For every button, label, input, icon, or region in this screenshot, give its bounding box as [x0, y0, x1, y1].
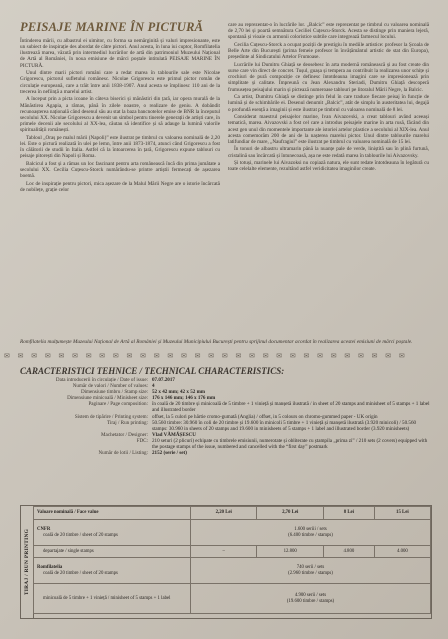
row-label: CNFR [37, 526, 51, 532]
table-cell [34, 520, 191, 546]
spec-value: 176 x 146 mm; 146 x 176 mm [152, 395, 216, 402]
spec-value: offset, la 5 culori pe hârtie cromo-gumată (Anglia) / offset, in 5 colours on chromo-gummed paper - UK origin [152, 413, 378, 420]
spec-value: 4 [152, 383, 155, 390]
article-paragraph: Lucrările lui Dumitru Ghiață se deosebesc în arta modernă românească și au fost create din surse care vin direct de concret. Tușul, guașa și tempera au contribuit la realizarea unor schițe și crochiuri de pură compoziție ce definesc întotdeauna imagini care se impresionează prin simplitate și calitate. Împreună cu Jean Alexandru Steriadi, Dumitru Ghiață descoperă frumusețea peisajului marin și pictează numeroase tablouri pe litoralul Mării Negre, la Balcic. [228, 61, 429, 93]
spec-row [20, 438, 430, 450]
technical-specs [20, 377, 430, 456]
row-sublabel: minicoală de 5 timbre + 1 viniețǎ / minisheet of 5 stamps + 1 label [34, 584, 191, 614]
table-row [34, 520, 431, 546]
article-paragraph: Balcicul a fost și a rămas un loc fascinant pentru arta românească încă din prima jumătate a secolului XX. Cecilia Cuțescu-Storck numărându-se printre artiștii fermecați de așezarea boemă. [20, 160, 220, 180]
stamp-edge-ornament: ✉ ✉ ✉ ✉ ✉ ✉ ✉ ✉ ✉ ✉ ✉ ✉ ✉ ✉ ✉ ✉ ✉ ✉ ✉ ✉ ✉ ✉ ✉ ✉ ✉ ✉ ✉ ✉ ✉ ✉ [4, 352, 408, 360]
side-label-text: TIRAJ / RUN PRINTING [24, 528, 30, 596]
table-cell: 4.800 [323, 546, 374, 558]
header-cell: 8 Lei [323, 507, 374, 520]
article-paragraph: care au reprezentat-o în lucrările lor. „Balcic” este reprezentat pe timbrul cu valoarea nominală de 2,70 lei și poartă semnătura Ceciliei Cuțescu-Storck. Acesta se distinge prin maniera lejeră, spontană și vioaie cu armonii coloristice subtile care integrează farmecul locului. [228, 22, 429, 41]
header-cell: Valoare nominală / Face value [34, 507, 191, 520]
print-run-table-box [20, 505, 432, 619]
article-paragraph: A început prin a picta icoane în câteva biserici și mănăstiri din țară, iar opera murală de la Mănăstirea Agapia, a rămas, până în zilele noastre, o realizare de geniu. A dobândit recunoașterea națională când desenul său au stat la baza bancnotelor emise de BNR la începutul secolului XX. Nicolae Grigorescu a devenit un simbol pentru tinerele generații de artiști care, în primele decenii ale secolului al XX-lea, căutau să identifice și să adauge la lumină valorile spiritualității românești. [20, 96, 220, 134]
table-cell [191, 584, 431, 614]
cell-line: 1.600 seriii / sets [294, 526, 327, 532]
table-cell: 12.800 [257, 546, 323, 558]
spec-label: Dimensiune minicoală / Minisheet size: [67, 395, 148, 402]
cell-line: (19.600 timbre / stamps) [286, 598, 335, 604]
table-header-row [34, 507, 431, 520]
cell-line: 740 serii / sets [296, 564, 325, 570]
cell-line: 4.900 serii / sets [294, 592, 327, 598]
article-paragraph: Ca artist, Dumitru Ghiață se distinge prin felul în care traduce fiecare peisaj în funcție de lumină și de schimbările ei. Desenul denumit „Balcic”, atât de simplu în austeritatea lui, degajă o profundă esență a imaginii și este ilustrat pe timbrul cu valoarea nominală de 8 lei. [228, 94, 429, 113]
print-run-table [33, 506, 431, 614]
table-row [34, 546, 431, 558]
spec-value: 07.07.2017 [152, 377, 175, 383]
row-sublabel: coală de 20 timbre / sheet of 20 stamps [43, 532, 118, 538]
spec-label: Număr de valori / Number of values: [72, 383, 148, 390]
article-left-column [20, 38, 220, 338]
spec-label: Sistem de tipărire / Printing system: [74, 413, 148, 420]
spec-row [20, 401, 430, 413]
table-row [34, 584, 431, 614]
credit-note: Romfilatelia mulțumește Muzeului Național de Artă al României și Muzeului Municipiului București pentru sprijinul documentar acordat în realizarea acestei emisiuni de mărci poștale. [20, 339, 413, 345]
spec-label: Număr de lotii / Listing: [98, 450, 148, 457]
spec-value: 52 x 42 mm; 42 x 52 mm [152, 389, 206, 396]
spec-value: 50.560 timbre: 30.960 în coli de 20 timbre și 19.600 în minicoli 5 timbre + 1 viniețǎ și manșetă ilustrată (3.920 minicoli) / 50.560 stamps: 30.960 in sheets of 20 stamps and 19.600 in minisheets of 5 stamps + 1 label and illustrated border (3.920 minisheets) [152, 419, 417, 432]
spec-label: Machetator / Designer: [101, 431, 148, 438]
row-sublabel: coală de 20 timbre / sheet of 20 stamps [43, 570, 118, 576]
table-cell [191, 558, 431, 584]
cell-line: (6.400 timbre / stamps) [288, 532, 333, 538]
header-cell: 15 Lei [374, 507, 430, 520]
spec-row [20, 420, 430, 432]
table-cell: – [191, 546, 257, 558]
spec-label: Tiraj / Run printing: [107, 419, 148, 426]
article-paragraph: Unul dintre marii pictori români care a redat marea în tablourile sale este Nicolae Grigorescu, pictorul sufletului românesc. Nicolae Grigorescu este primul pictor român de circulație europeană, care a trăit între anii 1838-1907. Anul acesta se împlinesc 110 ani de la trecerea în neființă a marelui artist. [20, 70, 220, 95]
row-sublabel: departajate / single stamps [34, 546, 191, 558]
table-row [34, 558, 431, 584]
header-cell: 2,20 Lei [191, 507, 257, 520]
article-paragraph: Cecilia Cuțescu-Storck a ocupat poziții de prestigiu în mediile artistice: profesor la Școala de Belle Arte din București (prima femeie profesor în învățământul artistic de stat din Europa), președinte al Sindicatului Artelor Frumoase. [228, 41, 429, 61]
spec-label: Data introducerii în circulație / Date of issue: [55, 377, 148, 383]
article-right-column [228, 22, 429, 340]
article-paragraph: Întinderea mării, cu albastrul ei uimitor, cu forma sa nemărginită și valuri impresionante, este un subiect de inspirație des abordat de către pictori. Anul acesta, în luna iui cuptor, Romfilatelia ilustrează marea, văzută prin intermediul lucrărilor de artă din patrimoniul Muzeului Național de Artă al României, în noua emisiune de mărci poștale intitulată PEISAJE MARINE ÎN PICTURĂ. [20, 38, 220, 69]
spec-row [20, 450, 430, 456]
spec-label: Dimensiune timbru / Stamp size: [80, 389, 148, 396]
table-cell [34, 558, 191, 584]
spec-value: Vlad VĂMĂȘESCU [152, 431, 196, 438]
table-cell: 4.000 [374, 546, 430, 558]
article-paragraph: În tonuri de albastru ultramarin până la nuanțe pale de verde, liniștită sau în plină furtună, cristalină sau încărcată și întunecoasă, așa ne este redată marea în tablourile lui Aivazovsky. [228, 146, 429, 159]
article-paragraph: Considerat maestrul peisajelor marine, Ivan Aivazovski, a creat tablouri având aceeași tematică, marea. Aivazovski a fost cel care a introdus peisajele marine în arta rusă, făcând din acest gen unul din momentele importante ale istoriei artelor plastice a secolului al XIX-lea. Anul acesta comemorăm 200 de ani de la nașterea marelui pictor. Unul dintre tablourile marelui latifundiar de mare, „Naufragiul” este ilustrat pe timbrul cu valoarea nominală de 15 lei. [228, 114, 429, 145]
article-paragraph: Loc de inspirație pentru pictori, mica așezare de la Malul Mării Negre are o istorie încărcată de nobilețe, grație celor [20, 180, 220, 194]
table-cell [191, 520, 431, 546]
spec-value: 210 seturi (2 plicuri) echipate cu timbrele emisiunii, numerotate și obliterate cu ștampila „prima zi” / 210 sets (2 covers) equipped with the postage stamps of the issue, numbered and cancelled with the “first day” postmark [152, 437, 428, 451]
spec-label: Paginare / Page composition: [88, 401, 148, 408]
spec-value: în coală de 20 timbre și minicoală de 5 timbre + 1 viniețǎ și manșetă ilustrată / in sheet of 20 stamps and minisheet of 5 stamps + 1 label and illustrated border [152, 401, 430, 414]
article-paragraph: Și totuși, marinele lui Aivazoksi nu copiază natura, ele sunt redate întotdeauna în legătură cu toate celelalte elemente, rezultând astfel veridicitatea imaginilor create. [228, 160, 429, 173]
header-cell: 2,70 Lei [257, 507, 323, 520]
spec-label: FDC: [136, 437, 148, 444]
page-title: PEISAJE MARINE ÎN PICTURĂ [20, 20, 204, 34]
row-label: Romfilatelia [37, 564, 63, 570]
cell-line: (2.960 timbre / stamps) [288, 570, 333, 576]
spec-value: 2152 (serie / set) [152, 450, 187, 457]
specs-title: CARACTERISTICI TEHNICE / TECHNICAL CHARACTERISTICS: [20, 366, 285, 376]
article-paragraph: Tabloul „Oraș pe malul mării (Napoli)” este ilustrat pe timbrul cu valoarea nominală de 2,20 lei. Este o pictură realizată în ulei pe lemn, între anii 1873-1874, atunci când Grigorescu a fost în călătorii de studii în Italia. Astfel că la întoarcerea în țară, Grigorescu expune tablouri cu peisaje pitorești din Napoli și Roma. [20, 134, 220, 160]
